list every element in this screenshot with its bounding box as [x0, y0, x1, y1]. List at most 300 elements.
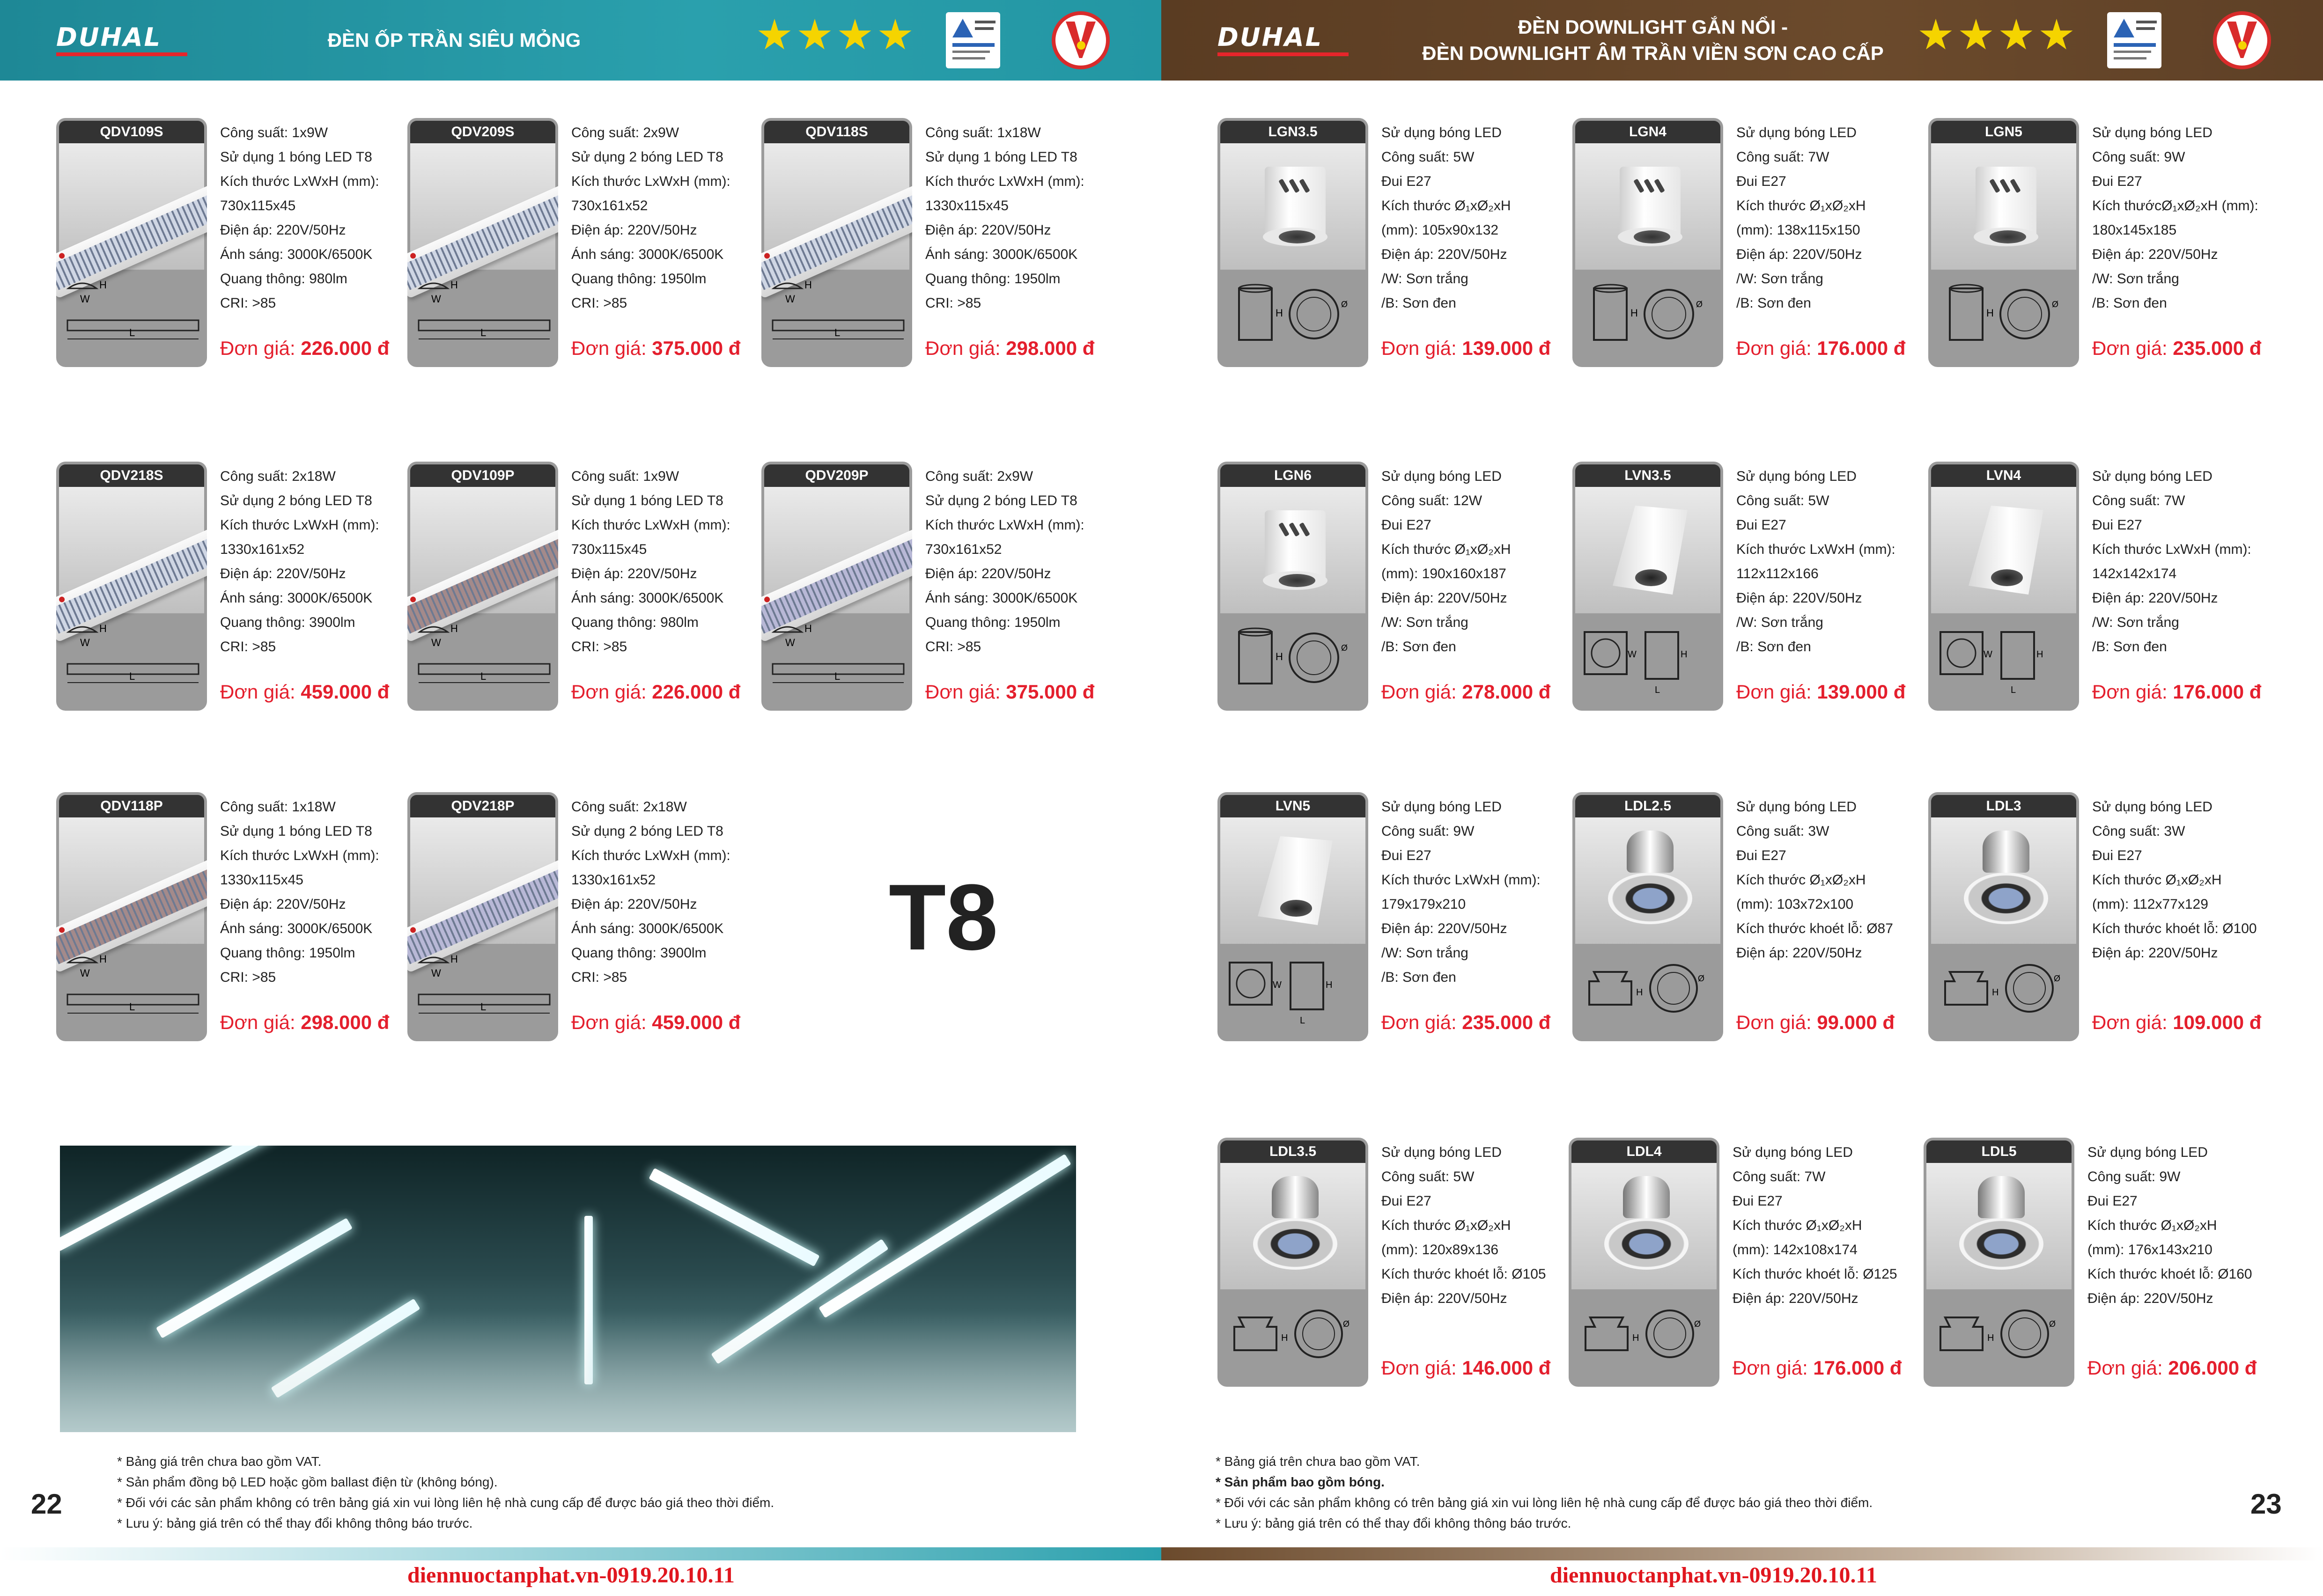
spec-line: Quang thông: 1950lm [220, 945, 355, 961]
spec-line: Kích thước khoét lỗ: Ø160 [2087, 1266, 2252, 1282]
spec-line: Công suất: 1x9W [571, 469, 679, 484]
product-code: QDV218S [59, 464, 204, 487]
svg-text:L: L [1655, 685, 1660, 695]
spec-line: Kích thước LxWxH (mm): [571, 174, 730, 189]
spec-line: Đui E27 [2087, 1193, 2138, 1209]
spec-line: Điện áp: 220V/50Hz [1736, 590, 1862, 606]
price-label: Đơn giá: [1736, 337, 1812, 359]
ceiling-lights-photo [60, 1146, 1076, 1432]
spec-line: 730x161x52 [925, 542, 1002, 557]
right-header [1161, 0, 2323, 81]
price-value: 459.000 đ [652, 1011, 741, 1033]
price-label: Đơn giá: [925, 337, 1001, 359]
spec-line: Kích thước LxWxH (mm): [925, 517, 1084, 533]
spec-line: Sử dụng bóng LED [1736, 125, 1857, 140]
spec-line: Điện áp: 220V/50Hz [220, 222, 346, 238]
product-image-panel [761, 118, 912, 367]
price-label: Đơn giá: [925, 681, 1001, 703]
spec-line: Công suất: 12W [1381, 493, 1482, 508]
spec-line: CRI: >85 [571, 970, 627, 985]
svg-text:H: H [1281, 1333, 1288, 1343]
product-specs [2087, 1140, 2279, 1311]
product-specs [1733, 1140, 1925, 1311]
page-title: ĐÈN ỐP TRẦN SIÊU MỎNG [327, 29, 581, 51]
product-specs [2092, 121, 2284, 316]
price-label: Đơn giá: [1381, 1357, 1457, 1379]
product-photo [1575, 487, 1720, 613]
product-image-panel [56, 118, 207, 367]
spec-line: Sử dụng bóng LED [2092, 799, 2212, 815]
svg-text:W: W [1273, 980, 1282, 990]
spec-line: 142x142x174 [2092, 566, 2177, 581]
svg-text:L: L [834, 327, 841, 338]
product-card [1217, 118, 1573, 371]
price-label: Đơn giá: [1381, 337, 1457, 359]
price-value: 278.000 đ [1462, 681, 1551, 703]
dimension-diagram [1931, 613, 2076, 708]
product-code: LGN5 [1931, 121, 2076, 143]
footer-stripe-left [0, 1547, 1161, 1560]
dimension-diagram [764, 613, 909, 708]
product-specs [1381, 1140, 1573, 1311]
svg-text:L: L [480, 1001, 487, 1013]
svg-text:W: W [80, 293, 90, 305]
price-label: Đơn giá: [571, 337, 647, 359]
product-card [1572, 792, 1928, 1045]
footnote: * Lưu ý: bảng giá trên có thể thay đổi không thông báo trước. [117, 1516, 473, 1530]
product-photo [59, 143, 204, 270]
spec-line: Sử dụng bóng LED [1736, 799, 1857, 815]
spec-line: Quang thông: 980lm [220, 271, 347, 287]
product-specs [571, 121, 763, 316]
rating-stars [758, 19, 912, 52]
dimension-diagram [59, 270, 204, 364]
spec-line: Điện áp: 220V/50Hz [571, 566, 697, 581]
spec-line: Điện áp: 220V/50Hz [2092, 945, 2218, 961]
spec-line: Ánh sáng: 3000K/6500K [925, 247, 1078, 262]
spec-line: Điện áp: 220V/50Hz [1733, 1291, 1858, 1306]
spec-line: Kích thước LxWxH (mm): [2092, 542, 2251, 557]
spec-line: Điện áp: 220V/50Hz [925, 222, 1051, 238]
left-footnotes [117, 1451, 774, 1534]
brand-name: DUHAL [1217, 22, 1323, 52]
product-card [1928, 118, 2284, 371]
spec-line: Điện áp: 220V/50Hz [2087, 1291, 2213, 1306]
svg-text:H: H [1630, 307, 1638, 319]
product-price [571, 1011, 740, 1034]
price-label: Đơn giá: [2087, 1357, 2163, 1379]
spec-line: 179x179x210 [1381, 897, 1466, 912]
product-specs [1381, 795, 1573, 990]
product-card [1928, 792, 2284, 1045]
spec-line: Công suất: 1x18W [220, 799, 336, 815]
product-code: LDL2.5 [1575, 795, 1720, 817]
price-label: Đơn giá: [1381, 681, 1457, 703]
svg-text:W: W [80, 967, 90, 979]
svg-text:H: H [1987, 1333, 1994, 1343]
svg-text:H: H [1632, 1333, 1639, 1343]
star-icon [878, 19, 912, 52]
spec-line: Kích thước khoét lỗ: Ø105 [1381, 1266, 1546, 1282]
product-price [2092, 1011, 2261, 1034]
product-card [761, 462, 1117, 714]
product-specs [925, 121, 1117, 316]
svg-text:L: L [2011, 685, 2016, 695]
spec-line: Điện áp: 220V/50Hz [1381, 247, 1507, 262]
svg-text:L: L [1300, 1015, 1305, 1026]
product-specs [1736, 464, 1928, 659]
svg-text:W: W [431, 967, 441, 979]
iso-certificate-icon [946, 12, 1000, 68]
svg-text:Ø: Ø [1698, 974, 1705, 983]
spec-line: /B: Sơn đen [2092, 639, 2167, 655]
svg-text:H: H [1986, 307, 1994, 319]
spec-line: (mm): 120x89x136 [1381, 1242, 1499, 1258]
product-photo [1575, 143, 1720, 270]
tube-type-badge: T8 [889, 865, 998, 970]
svg-text:Ø: Ø [1343, 1319, 1350, 1329]
product-code: LGN4 [1575, 121, 1720, 143]
product-specs [571, 795, 763, 990]
left-header [0, 0, 1161, 81]
product-photo [410, 817, 555, 944]
spec-line: Kích thước Ø₁xØ₂xH [2092, 872, 2222, 888]
spec-line: Sử dụng 2 bóng LED T8 [571, 824, 723, 839]
footer-contact-left[interactable]: diennuoctanphat.vn-0919.20.10.11 [407, 1563, 735, 1588]
svg-text:Ø: Ø [1341, 643, 1348, 653]
product-image-panel [56, 792, 207, 1041]
footnote: * Bảng giá trên chưa bao gồm VAT. [117, 1454, 322, 1469]
product-specs [1381, 464, 1573, 659]
product-specs [925, 464, 1117, 659]
product-card [1217, 1138, 1573, 1390]
spec-line: 1330x161x52 [571, 872, 656, 888]
svg-text:L: L [129, 1001, 135, 1013]
spec-line: Kích thước LxWxH (mm): [220, 517, 379, 533]
spec-line: Đui E27 [2092, 517, 2142, 533]
spec-line: CRI: >85 [571, 295, 627, 311]
spec-line: (mm): 112x77x129 [2092, 897, 2208, 912]
product-card [1572, 118, 1928, 371]
dimension-diagram [410, 944, 555, 1038]
svg-text:H: H [1992, 987, 1999, 998]
product-card [407, 462, 763, 714]
product-specs [220, 464, 412, 659]
spec-line: Kích thước Ø₁xØ₂xH [1733, 1218, 1862, 1233]
svg-text:W: W [1984, 649, 1992, 660]
star-icon [2040, 19, 2073, 52]
spec-line: Sử dụng bóng LED [1381, 799, 1502, 815]
spec-line: (mm): 176x143x210 [2087, 1242, 2212, 1258]
product-specs [2092, 795, 2284, 965]
footnote: * Đối với các sản phẩm không có trên bảng giá xin vui lòng liên hệ nhà cung cấp để được báo giá theo thời điểm. [1216, 1495, 1873, 1510]
product-code: QDV118S [764, 121, 909, 143]
footnote: * Sản phẩm đồng bộ LED hoặc gồm ballast điện từ (không bóng). [117, 1475, 498, 1489]
spec-line: (mm): 142x108x174 [1733, 1242, 1858, 1258]
spec-line: Sử dụng 2 bóng LED T8 [220, 493, 372, 508]
brand-logo [1217, 23, 1353, 57]
product-image-panel [761, 462, 912, 711]
product-card [1572, 462, 1928, 714]
product-price [1736, 681, 1905, 703]
brand-logo [56, 23, 192, 57]
price-label: Đơn giá: [571, 1011, 647, 1033]
spec-line: Sử dụng bóng LED [1736, 469, 1857, 484]
spec-line: Điện áp: 220V/50Hz [571, 222, 697, 238]
spec-line: Kích thước khoét lỗ: Ø100 [2092, 921, 2257, 936]
rating-stars [1919, 19, 2073, 52]
spec-line: Sử dụng bóng LED [1381, 1145, 1502, 1160]
svg-text:Ø: Ø [2054, 974, 2061, 983]
product-image-panel [407, 118, 558, 367]
spec-line: 1330x161x52 [220, 542, 305, 557]
spec-line: /W: Sơn trắng [1381, 945, 1468, 961]
product-specs [220, 121, 412, 316]
spec-line: Sử dụng 1 bóng LED T8 [220, 149, 372, 165]
product-photo [59, 817, 204, 944]
svg-text:Ø: Ø [1341, 300, 1348, 309]
spec-line: Điện áp: 220V/50Hz [2092, 247, 2218, 262]
product-code: LDL4 [1571, 1140, 1717, 1163]
product-code: LDL3.5 [1220, 1140, 1365, 1163]
product-price [1381, 337, 1550, 360]
svg-text:W: W [431, 293, 441, 305]
page-title-line1: ĐÈN DOWNLIGHT GẮN NỔI - [1518, 16, 1788, 38]
price-value: 176.000 đ [1813, 1357, 1902, 1379]
product-code: QDV109P [410, 464, 555, 487]
price-label: Đơn giá: [220, 1011, 295, 1033]
product-photo [59, 487, 204, 613]
star-icon [798, 19, 832, 52]
svg-text:W: W [431, 637, 441, 648]
spec-line: CRI: >85 [571, 639, 627, 655]
svg-text:L: L [129, 327, 135, 338]
spec-line: Sử dụng bóng LED [1381, 469, 1502, 484]
spec-line: Quang thông: 1950lm [571, 271, 707, 287]
spec-line: 730x115x45 [571, 542, 647, 557]
dimension-diagram [1575, 944, 1720, 1038]
svg-text:H: H [450, 953, 458, 965]
spec-line: Công suất: 3W [2092, 824, 2185, 839]
spec-line: Ánh sáng: 3000K/6500K [571, 921, 724, 936]
spec-line: Sử dụng 1 bóng LED T8 [220, 824, 372, 839]
price-label: Đơn giá: [1736, 1011, 1812, 1033]
dimension-diagram [410, 613, 555, 708]
product-code: QDV218P [410, 795, 555, 817]
product-code: QDV118P [59, 795, 204, 817]
product-image-panel [1928, 462, 2079, 711]
product-code: LVN3.5 [1575, 464, 1720, 487]
footnote: * Đối với các sản phẩm không có trên bảng giá xin vui lòng liên hệ nhà cung cấp để được báo giá theo thời điểm. [117, 1495, 774, 1510]
spec-line: Đui E27 [1736, 517, 1786, 533]
spec-line: Điện áp: 220V/50Hz [1381, 1291, 1507, 1306]
price-value: 206.000 đ [2168, 1357, 2257, 1379]
dimension-diagram [1220, 613, 1365, 708]
spec-line: Điện áp: 220V/50Hz [1736, 247, 1862, 262]
footer-stripe-right [1161, 1547, 2323, 1560]
dimension-diagram [1931, 270, 2076, 364]
product-image-panel [1217, 462, 1368, 711]
price-value: 99.000 đ [1817, 1011, 1895, 1033]
svg-text:L: L [834, 670, 841, 682]
spec-line: Đui E27 [1381, 1193, 1431, 1209]
footnote: * Lưu ý: bảng giá trên có thể thay đổi không thông báo trước. [1216, 1516, 1571, 1530]
product-photo [764, 487, 909, 613]
svg-text:H: H [1681, 649, 1688, 660]
product-photo [410, 143, 555, 270]
spec-line: /B: Sơn đen [1381, 970, 1456, 985]
spec-line: Điện áp: 220V/50Hz [571, 897, 697, 912]
product-price [220, 337, 389, 360]
spec-line: 1330x115x45 [220, 872, 303, 888]
spec-line: Công suất: 9W [2087, 1169, 2181, 1184]
product-code: QDV109S [59, 121, 204, 143]
spec-line: Đui E27 [1381, 174, 1431, 189]
spec-line: CRI: >85 [220, 639, 276, 655]
price-value: 226.000 đ [301, 337, 390, 359]
spec-line: Kích thước Ø₁xØ₂xH [1736, 198, 1866, 213]
spec-line: 730x161x52 [571, 198, 648, 213]
svg-text:Ø: Ø [1694, 1319, 1701, 1329]
star-icon [838, 19, 872, 52]
dimension-diagram [764, 270, 909, 364]
product-image-panel [1217, 792, 1368, 1041]
price-label: Đơn giá: [1381, 1011, 1457, 1033]
dimension-diagram [1220, 944, 1365, 1038]
price-value: 375.000 đ [652, 337, 741, 359]
spec-line: /W: Sơn trắng [2092, 271, 2179, 287]
spec-line: (mm): 190x160x187 [1381, 566, 1506, 581]
spec-line: Điện áp: 220V/50Hz [2092, 590, 2218, 606]
footer-contact-right[interactable]: diennuoctanphat.vn-0919.20.10.11 [1550, 1563, 1877, 1588]
svg-text:H: H [1326, 980, 1333, 990]
page-title [1381, 14, 1925, 66]
spec-line: (mm): 138x115x150 [1736, 222, 1860, 238]
product-price [1736, 1011, 1895, 1034]
price-label: Đơn giá: [2092, 1011, 2168, 1033]
dimension-diagram [59, 613, 204, 708]
product-specs [1736, 795, 1928, 965]
star-icon [758, 19, 791, 52]
dimension-diagram [59, 944, 204, 1038]
iso-certificate-icon [2107, 12, 2161, 68]
spec-line: Điện áp: 220V/50Hz [1381, 590, 1507, 606]
spec-line: Quang thông: 1950lm [925, 271, 1061, 287]
product-card [1928, 462, 2284, 714]
product-photo [764, 143, 909, 270]
spec-line: Công suất: 3W [1736, 824, 1829, 839]
product-code: LDL3 [1931, 795, 2076, 817]
spec-line: Đui E27 [2092, 174, 2142, 189]
star-icon [1959, 19, 1993, 52]
spec-line: Kích thước Ø₁xØ₂xH [1736, 872, 1866, 888]
svg-text:W: W [80, 637, 90, 648]
spec-line: Quang thông: 3900lm [571, 945, 707, 961]
spec-line: CRI: >85 [220, 295, 276, 311]
dimension-diagram [1931, 944, 2076, 1038]
spec-line: /B: Sơn đen [1381, 639, 1456, 655]
spec-line: Kích thước LxWxH (mm): [1381, 872, 1541, 888]
spec-line: Công suất: 5W [1381, 149, 1475, 165]
svg-text:Ø: Ø [1696, 300, 1703, 309]
spec-line: Công suất: 2x18W [571, 799, 687, 815]
spec-line: /B: Sơn đen [2092, 295, 2167, 311]
svg-text:L: L [480, 327, 487, 338]
product-specs [571, 464, 763, 659]
spec-line: Kích thước Ø₁xØ₂xH [1381, 1218, 1511, 1233]
page-number-left: 22 [31, 1488, 62, 1520]
spec-line: Kích thướcØ₁xØ₂xH (mm): [2092, 198, 2258, 213]
spec-line: 180x145x185 [2092, 222, 2177, 238]
product-price [571, 337, 740, 360]
price-value: 235.000 đ [1462, 1011, 1551, 1033]
product-code: QDV209S [410, 121, 555, 143]
product-price [1381, 1357, 1550, 1379]
svg-text:H: H [1276, 307, 1283, 319]
spec-line: Sử dụng bóng LED [2087, 1145, 2208, 1160]
spec-line: Kích thước LxWxH (mm): [571, 517, 730, 533]
spec-line: Kích thước khoét lỗ: Ø87 [1736, 921, 1893, 936]
spec-line: Đui E27 [1736, 174, 1786, 189]
product-image-panel [407, 792, 558, 1041]
svg-text:H: H [2036, 649, 2043, 660]
spec-line: /W: Sơn trắng [1736, 615, 1823, 630]
product-photo [1931, 817, 2076, 944]
svg-text:H: H [99, 623, 107, 634]
page-number-right: 23 [2250, 1488, 2282, 1520]
spec-line: Quang thông: 3900lm [220, 615, 355, 630]
product-price [1381, 1011, 1550, 1034]
product-card [761, 118, 1117, 371]
product-price [2092, 681, 2261, 703]
product-price [1736, 337, 1905, 360]
spec-line: Ánh sáng: 3000K/6500K [220, 590, 373, 606]
product-card [1924, 1138, 2279, 1390]
product-photo [1220, 143, 1365, 270]
footnote: * Bảng giá trên chưa bao gồm VAT. [1216, 1454, 1420, 1469]
spec-line: Sử dụng bóng LED [2092, 125, 2212, 140]
svg-text:Ø: Ø [2049, 1319, 2056, 1329]
svg-text:H: H [804, 279, 812, 291]
spec-line: /B: Sơn đen [1736, 639, 1811, 655]
spec-line: Công suất: 2x18W [220, 469, 336, 484]
spec-line: Ánh sáng: 3000K/6500K [571, 590, 724, 606]
product-image-panel [56, 462, 207, 711]
price-value: 235.000 đ [2173, 337, 2262, 359]
product-price [220, 1011, 389, 1034]
price-value: 146.000 đ [1462, 1357, 1551, 1379]
footnote: * Sản phẩm bao gồm bóng. [1216, 1475, 1385, 1489]
product-image-panel [1928, 118, 2079, 367]
product-photo [1575, 817, 1720, 944]
price-label: Đơn giá: [2092, 337, 2168, 359]
svg-text:H: H [450, 279, 458, 291]
spec-line: Kích thước Ø₁xØ₂xH [1381, 542, 1511, 557]
spec-line: Công suất: 7W [1733, 1169, 1826, 1184]
svg-text:L: L [129, 670, 135, 682]
brand-name: DUHAL [56, 22, 162, 52]
svg-text:H: H [450, 623, 458, 634]
spec-line: Ánh sáng: 3000K/6500K [925, 590, 1078, 606]
product-photo [1931, 487, 2076, 613]
dimension-diagram [1926, 1289, 2072, 1384]
product-price [220, 681, 389, 703]
svg-text:Ø: Ø [2052, 300, 2059, 309]
spec-line: /W: Sơn trắng [1736, 271, 1823, 287]
product-photo [1220, 817, 1365, 944]
spec-line: CRI: >85 [925, 639, 981, 655]
spec-line: Kích thước Ø₁xØ₂xH [1381, 198, 1511, 213]
